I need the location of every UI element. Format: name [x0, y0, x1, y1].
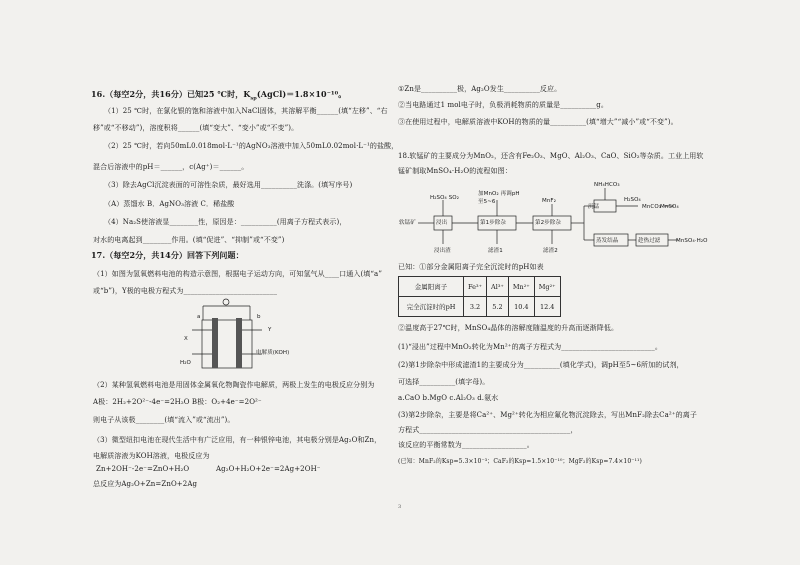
table-cell: 12.4 [534, 297, 560, 317]
table-cell: 10.4 [508, 297, 534, 317]
flow-waste1: 滤渣1 [488, 248, 503, 254]
flow-step-purify1: 第1步除杂 [480, 220, 506, 226]
r1: ①Zn是__________极，Ag₂O发生__________反应。 [398, 85, 562, 93]
fuel-cell-diagram [188, 298, 288, 374]
q17-p3a: （3）微型纽扣电池在现代生活中有广泛应用，有一种银锌电池，其电极分别是Ag₂O和Zn， [93, 436, 382, 444]
s3c: 该反应的平衡常数为__________________。 [398, 441, 534, 449]
flow-step-leach: 浸出 [436, 220, 448, 226]
flow-step-filter: 趁热过滤 [638, 238, 661, 244]
q17-p2a: （2）某种氢氧燃料电池是用固体金属氧化物陶瓷作电解质，两极上发生的电极反应分别为 [93, 381, 375, 389]
ion-ph-table [398, 276, 561, 317]
fig-label-electrolyte: 电解质(KOH) [256, 350, 290, 356]
q16-p4a: （4）Na₂S使溶液显________性，原因是：__________(用离子方程式表示)， [104, 218, 347, 226]
fig-label-a: a [197, 314, 201, 320]
s3b: 方程式__________________________________________， [398, 426, 578, 434]
q17-head: 17.（每空2分，共14分）回答下列问题： [91, 250, 244, 260]
q18-b: 锰矿制取MnSO₄·H₂O的流程如图： [398, 167, 512, 175]
table-row [399, 297, 561, 317]
known-note2: ②温度高于27℃时，MnSO₄晶体的溶解度随温度的升高而逐渐降低。 [398, 324, 619, 332]
table-header-row [399, 277, 561, 297]
table-cell: 金属阳离子 [399, 277, 464, 297]
flow-reagent5: H₂SO₄ [624, 197, 641, 203]
s3a: (3)第2步除杂，主要是将Ca²⁺、Mg²⁺转化为相应氟化物沉淀除去，写出MnF₂除去Ca²⁺的离子 [398, 411, 697, 419]
q16-p2b: 混合后溶液中的pH＝______，c(Ag⁺)＝______。 [93, 163, 249, 171]
s1: (1)“浸出”过程中MnO₂转化为Mn²⁺的离子方程式为__________________________。 [398, 343, 662, 351]
table-cell: 5.2 [487, 297, 509, 317]
table-cell: 3.2 [464, 297, 487, 317]
q17-p1a: （1）如图为氢氧燃料电池的构造示意图，根据电子运动方向，可知氢气从____口通入(填“a” [93, 270, 383, 278]
r2: ②当电路通过1 mol电子时，负极消耗物质的质量是__________g。 [398, 101, 608, 109]
q16-p1b: 移”或“不移动”)，溶度积将______(填“变大”、“变小”或“不变”)。 [93, 124, 299, 132]
known-note1: 已知：①部分金属阳离子完全沉淀时的pH如表 [398, 263, 544, 271]
q16-p4b: 对水的电离起到________作用。(填“促进”、“抑制”或“不变”) [93, 236, 285, 244]
flow-mnco3: MnCO₃ [642, 204, 662, 210]
table-cell: Mn²⁺ [508, 277, 534, 297]
flow-waste-leach: 浸出渣 [434, 248, 451, 254]
r3: ③在使用过程中，电解质溶液中KOH的物质的量__________(填“增大”“减小”或“不变”)。 [398, 118, 678, 126]
q16-p2a: （2）25 ℃时，若向50mL0.018mol·L⁻¹的AgNO₃溶液中加入50mL0.02mol·L⁻¹的盐酸， [104, 142, 399, 150]
q17-p2c: 则电子从该极________(填“流入”或“流出”)。 [93, 416, 235, 424]
table-cell: Mg²⁺ [534, 277, 560, 297]
q17-p3b: 电解质溶液为KOH溶液，电极反应为 [93, 452, 210, 460]
q18-a: 18.软锰矿的主要成分为MnO₂，还含有Fe₂O₃、MgO、Al₂O₃、CaO、SiO₂等杂质。工业上用软 [398, 152, 704, 160]
table-cell: Al³⁺ [487, 277, 509, 297]
flow-product2: MnSO₄·H₂O [676, 238, 708, 244]
q17-p2b: A极：2H₂+2O²⁻-4e⁻=2H₂O B极：O₂+4e⁻=2O²⁻ [93, 398, 262, 406]
s2-options: a.CaO b.MgO c.Al₂O₃ d.氨水 [398, 394, 499, 402]
q16-options: （A）蒸馏水 B．AgNO₃溶液 C．稀盐酸 [104, 200, 235, 208]
fig-label-y: Y [268, 327, 272, 333]
fig-label-h2o: H₂O [180, 360, 191, 366]
q17-eq1: Zn+2OH⁻-2e⁻=ZnO+H₂O [96, 465, 190, 473]
flow-reagent3: MnF₂ [542, 198, 556, 204]
q17-eq2: Ag₂O+H₂O+2e⁻=2Ag+2OH⁻ [216, 465, 321, 473]
page-number: 3 [398, 504, 402, 510]
q17-p1b: 或“b”)，Y极的电极方程式为__________________________ [93, 287, 278, 295]
table-cell: Fe³⁺ [464, 277, 487, 297]
q16-p3: （3）除去AgCl沉淀表面的可溶性杂质，最好选用__________洗涤。(填写序号) [104, 181, 353, 189]
flow-reagent1: H₂SO₄ SO₂ [430, 195, 460, 201]
s2a: (2)第1步除杂中形成滤渣1的主要成分为__________(填化学式)，调pH至5~6所加的试剂， [398, 361, 684, 369]
flow-product1: MnSO₄ [660, 204, 679, 210]
flow-step-evap: 蒸发结晶 [596, 238, 619, 244]
flow-step-precip: 沉锰 [588, 204, 600, 210]
flow-ore: 软锰矿 [399, 220, 416, 226]
fig-label-b: b [257, 314, 261, 320]
flow-step-purify2: 第2步除杂 [535, 220, 561, 226]
s3d: (已知：MnF₂的Ksp=5.3×10⁻³；CaF₂的Ksp=1.5×10⁻¹⁰；MgF₂的Ksp=7.4×10⁻¹¹) [398, 458, 642, 465]
flow-reagent4: NH₄HCO₃ [594, 182, 620, 188]
fig-label-x: X [184, 336, 188, 342]
s2b: 可选择__________(填字母)。 [398, 378, 490, 386]
table-cell: 完全沉淀时的pH [399, 297, 464, 317]
q16-head: 16.（每空2分，共16分）已知25 ℃时，$K_{sp}(AgCl)=1.8\times 10^{-10}$。 [91, 89, 347, 102]
q16-p1a: （1）25 ℃时，在氯化银的饱和溶液中加入NaCl固体，其溶解平衡______(填“左移”、“右 [104, 107, 388, 115]
flow-waste2: 滤渣2 [543, 248, 558, 254]
q17-total: 总反应为Ag₂O+Zn=ZnO+2Ag [93, 480, 198, 488]
flow-reagent2: 加MnO₂ 再调pH至5~6 [478, 191, 520, 205]
